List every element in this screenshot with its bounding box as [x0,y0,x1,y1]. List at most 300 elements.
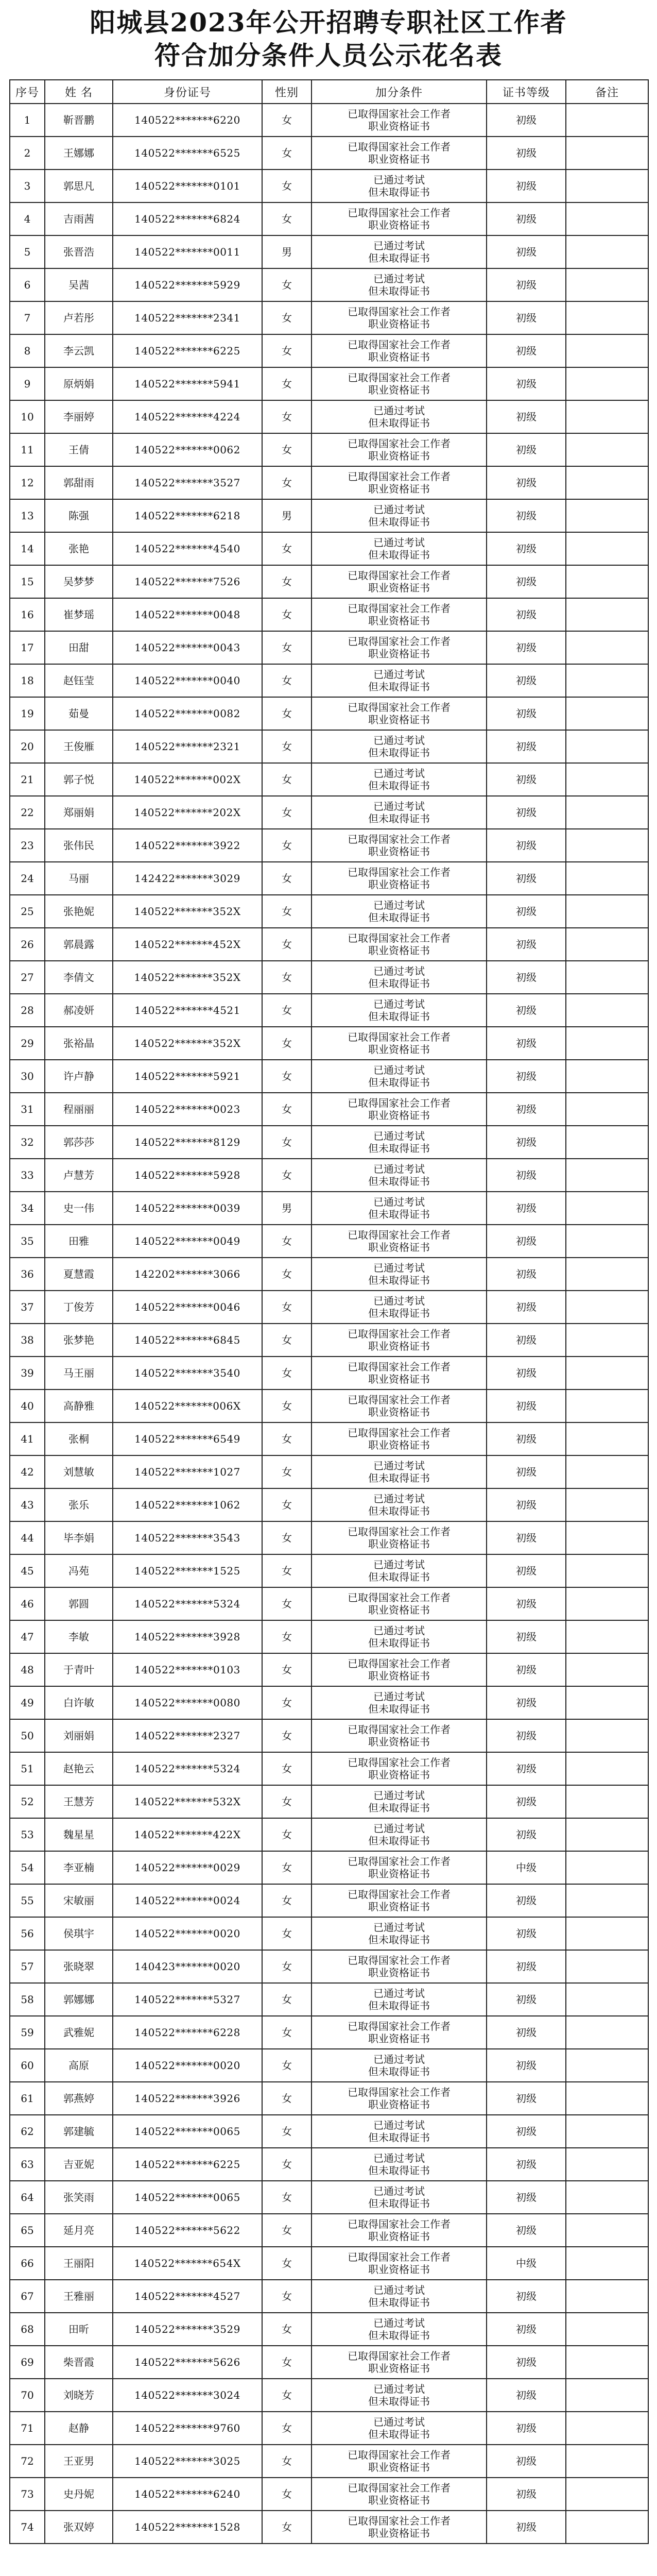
condition-line: 已取得国家社会工作者 [348,1229,451,1241]
row-sex: 女 [262,1389,312,1422]
row-sex: 女 [262,2214,312,2247]
row-sex: 女 [262,1917,312,1950]
table-row [10,1983,648,2016]
row-grade: 初级 [487,1983,566,2016]
condition-line: 但未取得证书 [368,186,430,198]
row-note [566,994,648,1027]
row-sex: 女 [262,730,312,763]
table-row [10,301,648,334]
row-condition [312,1225,487,1258]
row-sex: 女 [262,664,312,697]
row-id-number: 140522*******1528 [113,2511,262,2544]
row-condition [312,1554,487,1587]
row-sex: 女 [262,1027,312,1060]
row-grade: 初级 [487,1653,566,1686]
row-sex: 男 [262,499,312,532]
row-name: 张笑雨 [45,2181,113,2214]
row-name: 卢慧芳 [45,1159,113,1192]
row-number: 57 [10,1950,45,1983]
row-number: 60 [10,2049,45,2082]
table-row [10,334,648,367]
row-condition [312,1357,487,1389]
condition-line: 职业资格证书 [368,1109,430,1122]
row-number: 52 [10,1785,45,1818]
row-sex: 女 [262,367,312,400]
condition-line: 职业资格证书 [368,1604,430,1616]
row-name: 田雅 [45,1225,113,1258]
title-line-2: 符合加分条件人员公示花名表 [154,40,503,71]
row-note [566,664,648,697]
row-grade: 初级 [487,1192,566,1225]
row-number: 53 [10,1818,45,1851]
row-sex: 女 [262,466,312,499]
row-sex: 女 [262,994,312,1027]
row-id-number: 140522*******202X [113,796,262,829]
row-grade: 初级 [487,1488,566,1521]
row-grade: 初级 [487,763,566,796]
row-number: 12 [10,466,45,499]
row-sex: 女 [262,1686,312,1719]
row-name: 赵静 [45,2412,113,2445]
row-grade: 初级 [487,137,566,170]
row-grade: 中级 [487,1851,566,1884]
row-grade: 初级 [487,2214,566,2247]
table-row [10,1818,648,1851]
row-condition [312,2115,487,2148]
row-note [566,1488,648,1521]
row-sex: 女 [262,1752,312,1785]
condition-line: 已通过考试 [373,404,425,417]
row-grade: 初级 [487,2049,566,2082]
row-note [566,499,648,532]
row-grade: 初级 [487,1126,566,1159]
row-condition [312,2016,487,2049]
row-sex: 女 [262,1159,312,1192]
row-name: 毕李娟 [45,1521,113,1554]
row-condition [312,2445,487,2478]
condition-line: 已通过考试 [373,1921,425,1934]
row-number: 17 [10,631,45,664]
row-name: 侯琪宇 [45,1917,113,1950]
row-grade: 初级 [487,796,566,829]
row-grade: 初级 [487,1785,566,1818]
row-note [566,2049,648,2082]
row-note [566,631,648,664]
row-name: 许卢静 [45,1060,113,1093]
table-row [10,1357,648,1389]
condition-line: 已通过考试 [373,240,425,252]
row-number: 5 [10,235,45,268]
row-id-number: 140522*******0103 [113,1653,262,1686]
table-row [10,730,648,763]
condition-line: 已通过考试 [373,2416,425,2428]
row-name: 张晓翠 [45,1950,113,1983]
roster-table [9,79,649,2544]
condition-line: 已取得国家社会工作者 [348,1031,451,1043]
condition-line: 职业资格证书 [368,1670,430,1682]
condition-line: 职业资格证书 [368,2527,430,2539]
row-grade: 初级 [487,829,566,862]
row-name: 郑丽娟 [45,796,113,829]
row-number: 38 [10,1324,45,1357]
row-number: 14 [10,532,45,565]
row-sex: 女 [262,104,312,137]
row-sex: 女 [262,1554,312,1587]
row-grade: 初级 [487,994,566,1027]
row-grade: 初级 [487,895,566,928]
row-number: 54 [10,1851,45,1884]
header-row [10,80,648,104]
condition-line: 已取得国家社会工作者 [348,635,451,648]
document-title [0,0,657,78]
condition-line: 已通过考试 [373,1690,425,1703]
condition-line: 职业资格证书 [368,1439,430,1451]
condition-line: 但未取得证书 [368,285,430,297]
row-note [566,301,648,334]
row-id-number: 140522*******6240 [113,2478,262,2511]
row-sex: 女 [262,2115,312,2148]
row-name: 郭晨露 [45,928,113,961]
row-name: 王倩 [45,433,113,466]
row-note [566,1686,648,1719]
row-note [566,1950,648,1983]
row-sex: 女 [262,1126,312,1159]
table-row [10,961,648,994]
condition-line: 职业资格证书 [368,318,430,330]
row-number: 66 [10,2247,45,2280]
row-condition [312,1752,487,1785]
table-row [10,1192,648,1225]
row-name: 刘晓芳 [45,2379,113,2412]
row-grade: 初级 [487,1587,566,1620]
table-row [10,268,648,301]
row-condition [312,1159,487,1192]
header-grade: 证书等级 [487,80,566,104]
row-note [566,730,648,763]
row-note [566,2214,648,2247]
row-grade: 初级 [487,2148,566,2181]
row-name: 王俊雁 [45,730,113,763]
condition-line: 已取得国家社会工作者 [348,1855,451,1868]
table-row [10,895,648,928]
row-id-number: 140522*******0040 [113,664,262,697]
row-id-number: 140522*******0049 [113,1225,262,1258]
row-note [566,334,648,367]
row-number: 63 [10,2148,45,2181]
row-condition [312,1521,487,1554]
table-row [10,2379,648,2412]
table-row [10,137,648,170]
row-sex: 女 [262,2082,312,2115]
row-name: 茹曼 [45,697,113,730]
row-sex: 女 [262,1488,312,1521]
condition-line: 职业资格证书 [368,2494,430,2506]
condition-line: 已通过考试 [373,2284,425,2296]
row-condition [312,730,487,763]
row-grade: 初级 [487,433,566,466]
row-note [566,367,648,400]
condition-line: 职业资格证书 [368,2098,430,2111]
row-sex: 女 [262,1225,312,1258]
condition-line: 已通过考试 [373,1196,425,1208]
condition-line: 但未取得证书 [368,812,430,825]
row-note [566,466,648,499]
row-name: 赵钰莹 [45,664,113,697]
row-sex: 女 [262,2148,312,2181]
table-row [10,2247,648,2280]
row-id-number: 140522*******5327 [113,1983,262,2016]
table-row [10,2313,648,2346]
row-id-number: 140522*******1062 [113,1488,262,1521]
table-row [10,1785,648,1818]
row-id-number: 140522*******6220 [113,104,262,137]
row-id-number: 140522*******0011 [113,235,262,268]
row-note [566,2280,648,2313]
row-name: 郭莎莎 [45,1126,113,1159]
row-sex: 女 [262,1422,312,1455]
header-id: 身份证号 [113,80,262,104]
row-sex: 女 [262,2478,312,2511]
row-grade: 初级 [487,532,566,565]
condition-line: 已取得国家社会工作者 [348,2218,451,2230]
row-id-number: 140522*******3527 [113,466,262,499]
row-condition [312,137,487,170]
row-number: 43 [10,1488,45,1521]
row-id-number: 140522*******0020 [113,1917,262,1950]
condition-line: 职业资格证书 [368,450,430,462]
row-number: 74 [10,2511,45,2544]
table-row [10,763,648,796]
row-sex: 女 [262,2313,312,2346]
condition-line: 已取得国家社会工作者 [348,2449,451,2461]
row-grade: 初级 [487,2412,566,2445]
row-id-number: 140522*******6228 [113,2016,262,2049]
row-grade: 初级 [487,2082,566,2115]
row-number: 15 [10,565,45,598]
condition-line: 但未取得证书 [368,1999,430,2012]
row-number: 31 [10,1093,45,1126]
row-id-number: 140522*******0048 [113,598,262,631]
row-number: 4 [10,202,45,235]
row-number: 45 [10,1554,45,1587]
row-condition [312,268,487,301]
table-row [10,829,648,862]
header-name: 姓 名 [45,80,113,104]
row-note [566,1653,648,1686]
row-sex: 女 [262,1950,312,1983]
condition-line: 但未取得证书 [368,1175,430,1188]
table-row [10,1653,648,1686]
condition-line: 但未取得证书 [368,1208,430,1221]
row-id-number: 140522*******4521 [113,994,262,1027]
row-number: 46 [10,1587,45,1620]
row-grade: 初级 [487,2280,566,2313]
row-note [566,1324,648,1357]
row-sex: 女 [262,2280,312,2313]
row-grade: 初级 [487,1291,566,1324]
row-grade: 初级 [487,1159,566,1192]
condition-line: 已通过考试 [373,1163,425,1175]
row-condition [312,499,487,532]
row-id-number: 140522*******0065 [113,2181,262,2214]
condition-line: 已通过考试 [373,1822,425,1835]
condition-line: 已取得国家社会工作者 [348,1888,451,1901]
row-note [566,1785,648,1818]
table-row [10,2280,648,2313]
row-condition [312,2478,487,2511]
row-grade: 初级 [487,1422,566,1455]
condition-line: 职业资格证书 [368,845,430,858]
condition-line: 职业资格证书 [368,2230,430,2243]
condition-line: 但未取得证书 [368,1934,430,1946]
table-row [10,565,648,598]
condition-line: 已通过考试 [373,1789,425,1802]
row-condition [312,2049,487,2082]
table-row [10,697,648,730]
condition-line: 职业资格证书 [368,2362,430,2375]
row-grade: 初级 [487,1686,566,1719]
table-row [10,2412,648,2445]
row-condition [312,1686,487,1719]
row-name: 张梦艳 [45,1324,113,1357]
condition-line: 但未取得证书 [368,549,430,561]
row-id-number: 140522*******352X [113,961,262,994]
row-condition [312,862,487,895]
row-name: 王丽阳 [45,2247,113,2280]
condition-line: 但未取得证书 [368,1076,430,1089]
row-name: 冯苑 [45,1554,113,1587]
header-no: 序号 [10,80,45,104]
row-name: 田昕 [45,2313,113,2346]
table-row [10,170,648,202]
row-sex: 女 [262,2016,312,2049]
row-grade: 初级 [487,367,566,400]
row-condition [312,334,487,367]
condition-line: 职业资格证书 [368,219,430,231]
row-number: 36 [10,1258,45,1291]
row-sex: 女 [262,631,312,664]
row-number: 47 [10,1620,45,1653]
row-condition [312,895,487,928]
row-number: 51 [10,1752,45,1785]
row-id-number: 140522*******0080 [113,1686,262,1719]
row-condition [312,1620,487,1653]
condition-line: 但未取得证书 [368,2065,430,2078]
table-row [10,1686,648,1719]
row-name: 王亚男 [45,2445,113,2478]
row-note [566,104,648,137]
table-row [10,2181,648,2214]
condition-line: 但未取得证书 [368,2131,430,2144]
row-sex: 女 [262,301,312,334]
row-number: 65 [10,2214,45,2247]
row-number: 69 [10,2346,45,2379]
condition-line: 已取得国家社会工作者 [348,2251,451,2263]
row-name: 延月亮 [45,2214,113,2247]
row-condition [312,1324,487,1357]
table-row [10,2016,648,2049]
row-grade: 初级 [487,1818,566,1851]
table-row [10,1620,648,1653]
table-row [10,532,648,565]
condition-line: 已通过考试 [373,1493,425,1505]
row-number: 68 [10,2313,45,2346]
row-name: 张乐 [45,1488,113,1521]
table-row [10,433,648,466]
condition-line: 但未取得证书 [368,417,430,429]
row-sex: 女 [262,1785,312,1818]
condition-line: 职业资格证书 [368,2263,430,2276]
row-number: 33 [10,1159,45,1192]
row-sex: 女 [262,1455,312,1488]
condition-line: 已取得国家社会工作者 [348,437,451,450]
row-note [566,433,648,466]
condition-line: 已取得国家社会工作者 [348,1427,451,1439]
row-condition [312,1060,487,1093]
condition-line: 已取得国家社会工作者 [348,569,451,582]
row-name: 李云凯 [45,334,113,367]
row-condition [312,1785,487,1818]
condition-line: 已通过考试 [373,1987,425,1999]
condition-line: 已取得国家社会工作者 [348,371,451,384]
row-condition [312,532,487,565]
row-note [566,1455,648,1488]
row-id-number: 140522*******0043 [113,631,262,664]
row-condition [312,367,487,400]
row-number: 13 [10,499,45,532]
condition-line: 已通过考试 [373,998,425,1010]
row-grade: 初级 [487,1027,566,1060]
row-grade: 初级 [487,1884,566,1917]
row-grade: 初级 [487,1917,566,1950]
row-grade: 初级 [487,1620,566,1653]
row-grade: 初级 [487,301,566,334]
table-row [10,1950,648,1983]
condition-line: 但未取得证书 [368,2428,430,2441]
row-note [566,532,648,565]
row-id-number: 140522*******5324 [113,1587,262,1620]
row-sex: 女 [262,928,312,961]
row-condition [312,2214,487,2247]
header-sex: 性别 [262,80,312,104]
condition-line: 已通过考试 [373,273,425,285]
row-number: 73 [10,2478,45,2511]
row-grade: 初级 [487,862,566,895]
condition-line: 已通过考试 [373,1295,425,1307]
row-id-number: 140522*******002X [113,763,262,796]
row-id-number: 140522*******0029 [113,1851,262,1884]
row-note [566,2511,648,2544]
row-name: 吴茜 [45,268,113,301]
condition-line: 已取得国家社会工作者 [348,108,451,120]
table-row [10,367,648,400]
row-name: 赵艳云 [45,1752,113,1785]
condition-line: 但未取得证书 [368,1835,430,1847]
row-sex: 女 [262,400,312,433]
row-condition [312,1027,487,1060]
row-sex: 男 [262,235,312,268]
row-name: 李丽婷 [45,400,113,433]
condition-line: 已取得国家社会工作者 [348,1756,451,1769]
condition-line: 已通过考试 [373,2152,425,2164]
row-sex: 女 [262,2346,312,2379]
row-sex: 女 [262,1324,312,1357]
row-note [566,1818,648,1851]
row-condition [312,1719,487,1752]
condition-line: 职业资格证书 [368,878,430,891]
table-row [10,466,648,499]
table-row [10,235,648,268]
